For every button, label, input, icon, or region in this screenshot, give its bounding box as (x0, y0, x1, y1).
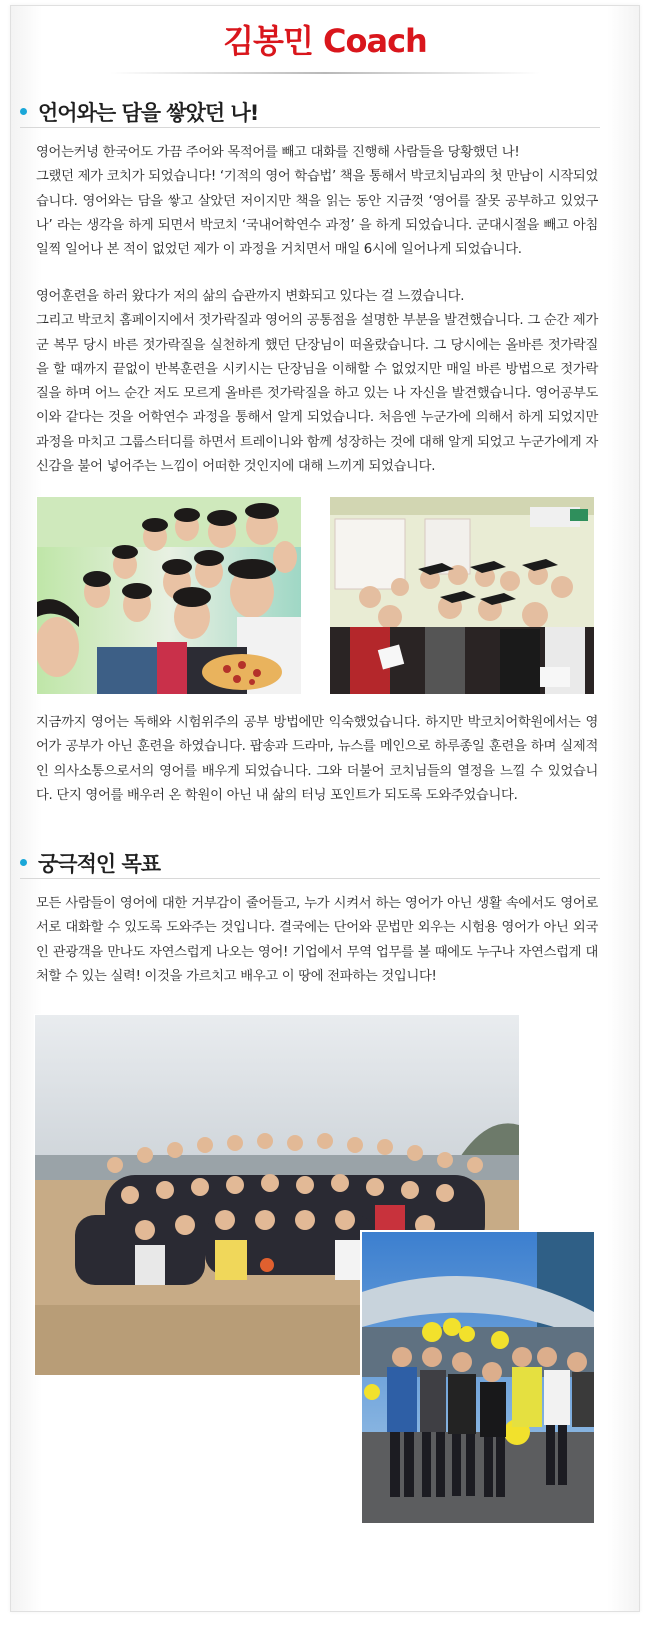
paragraph-line: 모든 사람들이 영어에 대한 거부감이 줄어들고, 누가 시켜서 하는 영어가 아닌 생활 속에서도 영어로 서로 대화할 수 있도록 도와주는 것입니다. 결국에는 단어와 문법만 외우는 시험용 영어가 아닌 외국인 관광객을 만나도 자연스럽게 나오는 영어! 기업에서 무역 업무를 볼 때에도 누구나 자연스럽게 대처할 수 있는 실력! 이것을 가르치고 배우고 이 땅에 전파하는 것입니다! (36, 896, 598, 984)
page-title: 김봉민 Coach (223, 22, 427, 60)
title-divider (110, 72, 540, 74)
bullet-icon (20, 859, 27, 866)
paragraph-line: 그랬던 제가 코치가 되었습니다! ‘기적의 영어 학습법’ 책을 통해서 박코치님과의 첫 만남이 시작되었습니다. 영어와는 담을 쌓고 살았던 저이지만 책을 읽는 동안 지금껏 ‘영어를 잘못 공부하고 있었구나’ 라는 생각을 하게 되면서 박코치 ‘국내어학연수 과정’ 을 하게 되었습니다. 군대시절을 빼고 아침 일찍 일어나 본 적이 없었던 제가 이 과정을 거치면서 매일 6시에 일어나게 되었습니다. (36, 169, 598, 258)
paragraph-goal (36, 892, 598, 989)
balloon-event-photo (360, 1230, 596, 1525)
paragraph-1 (36, 141, 598, 262)
section-title: 궁극적인 목표 (38, 852, 161, 876)
group-selfie-photo (36, 496, 302, 695)
section-heading-1 (20, 93, 600, 128)
paragraph-line: 지금까지 영어는 독해와 시험위주의 공부 방법에만 익숙했었습니다. 하지만 박코치어학원에서는 영어가 공부가 아닌 훈련을 하였습니다. 팝송과 드라마, 뉴스를 메인으로 하루종일 훈련을 하며 실제적인 의사소통으로서의 영어를 배우게 되었습니다. 그와 더불어 코치님들의 열정을 느낄 수 있었습니다. 단지 영어를 배우러 온 학원이 아닌 내 삶의 터닝 포인트가 되도록 도와주었습니다. (36, 715, 598, 803)
section-heading-2 (20, 844, 600, 879)
paragraph-line: 영어훈련을 하러 왔다가 저의 삶의 습관까지 변화되고 있다는 걸 느꼈습니다. (36, 289, 465, 304)
paragraph-3 (36, 711, 598, 808)
paragraph-2 (36, 285, 598, 479)
graduation-photo (329, 496, 595, 695)
bullet-icon (20, 108, 27, 115)
section-title: 언어와는 담을 쌓았던 나! (38, 101, 259, 125)
paragraph-line: 영어는커녕 한국어도 가끔 주어와 목적어를 빼고 대화를 진행해 사람들을 당황했던 나! (36, 145, 520, 160)
paragraph-line: 그리고 박코치 홈페이지에서 젓가락질과 영어의 공통점을 설명한 부분을 발견했습니다. 그 순간 제가 군 복무 당시 바른 젓가락질을 실천하게 했던 단장님이 떠올랐습니다. 그 당시에는 올바른 젓가락질을 할 때까지 끝없이 반복훈련을 시키시는 단장님을 이해할 수 없었지만 매일 바른 방법으로 젓가락질을 하며 어느 순간 저도 모르게 올바른 젓가락질을 하고 있는 나 자신을 발견했습니다. 영어공부도 이와 같다는 것을 어학연수 과정을 통해서 알게 되었습니다. 처음엔 누군가에 의해서 하게 되었지만 과정을 마치고 그룹스터디를 하면서 트레이니와 함께 성장하는 것에 대해 알게 되었고 누군가에게 자신감을 불어 넣어주는 느낌이 어떠한 것인지에 대해 느끼게 되었습니다. (36, 313, 598, 475)
